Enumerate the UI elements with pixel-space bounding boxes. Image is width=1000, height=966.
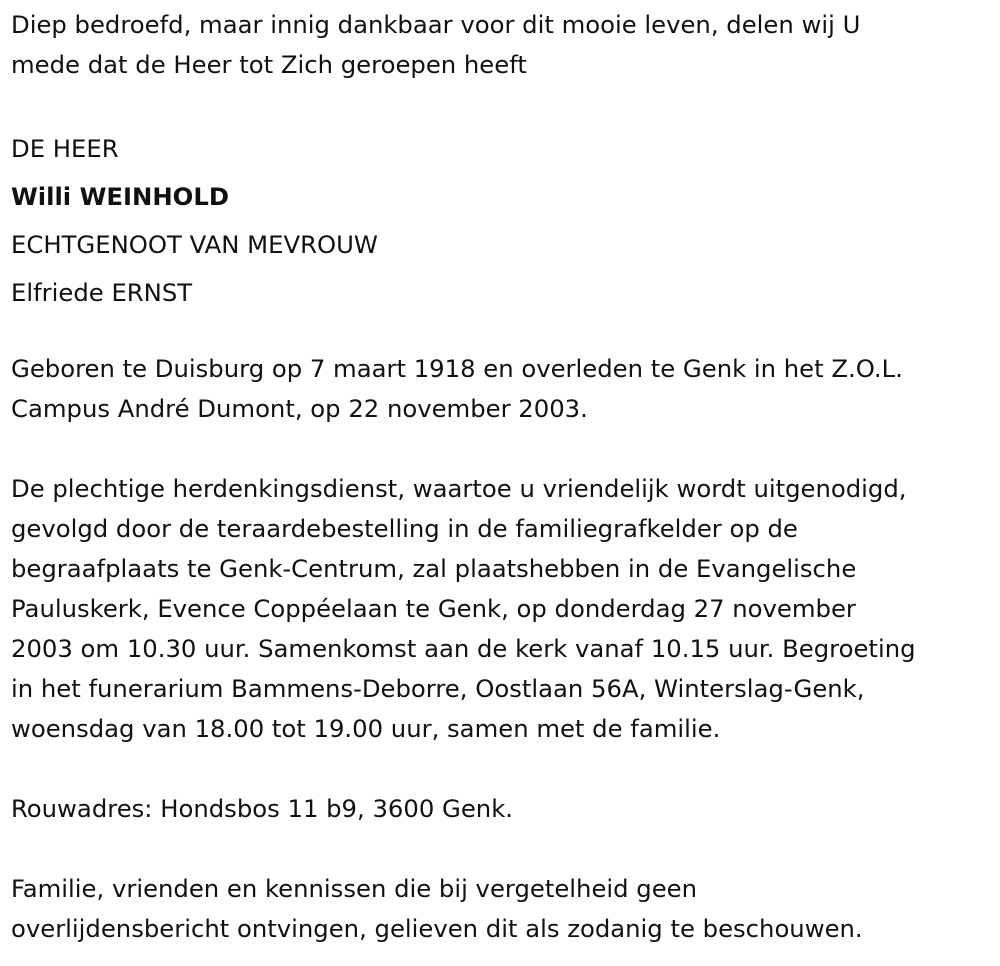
deceased-block [11,125,996,317]
relation-label: ECHTGENOOT VAN MEVROUW [11,230,378,259]
honorific-title: DE HEER [11,134,119,163]
service-line: woensdag van 18.00 tot 19.00 uur, samen met de familie. [11,714,721,743]
service-line: 2003 om 10.30 uur. Samenkomst aan de kerk vanaf 10.15 uur. Begroeting [11,634,916,663]
closing-paragraph [11,869,996,949]
birth-death-line: Campus André Dumont, op 22 november 2003. [11,394,588,423]
intro-paragraph [11,5,996,85]
service-line: Pauluskerk, Evence Coppéelaan te Genk, op donderdag 27 november [11,594,856,623]
birth-death-paragraph [11,349,996,429]
obituary-document [11,5,996,949]
intro-line: mede dat de Heer tot Zich geroepen heeft [11,50,527,79]
service-line: De plechtige herdenkingsdienst, waartoe u vriendelijk wordt uitgenodigd, [11,474,907,503]
service-paragraph [11,469,996,749]
deceased-name: Willi WEINHOLD [11,182,229,211]
mourning-address: Rouwadres: Hondsbos 11 b9, 3600 Genk. [11,794,513,823]
service-line: gevolgd door de teraardebestelling in de familiegrafkelder op de [11,514,798,543]
spouse-name: Elfriede ERNST [11,278,193,307]
birth-death-line: Geboren te Duisburg op 7 maart 1918 en overleden te Genk in het Z.O.L. [11,354,903,383]
service-line: begraafplaats te Genk-Centrum, zal plaatshebben in de Evangelische [11,554,857,583]
address-paragraph [11,789,996,829]
closing-line: Familie, vrienden en kennissen die bij vergetelheid geen [11,874,698,903]
service-line: in het funerarium Bammens-Deborre, Oostlaan 56A, Winterslag-Genk, [11,674,865,703]
closing-line: overlijdensbericht ontvingen, gelieven dit als zodanig te beschouwen. [11,914,863,943]
intro-line: Diep bedroefd, maar innig dankbaar voor dit mooie leven, delen wij U [11,10,861,39]
